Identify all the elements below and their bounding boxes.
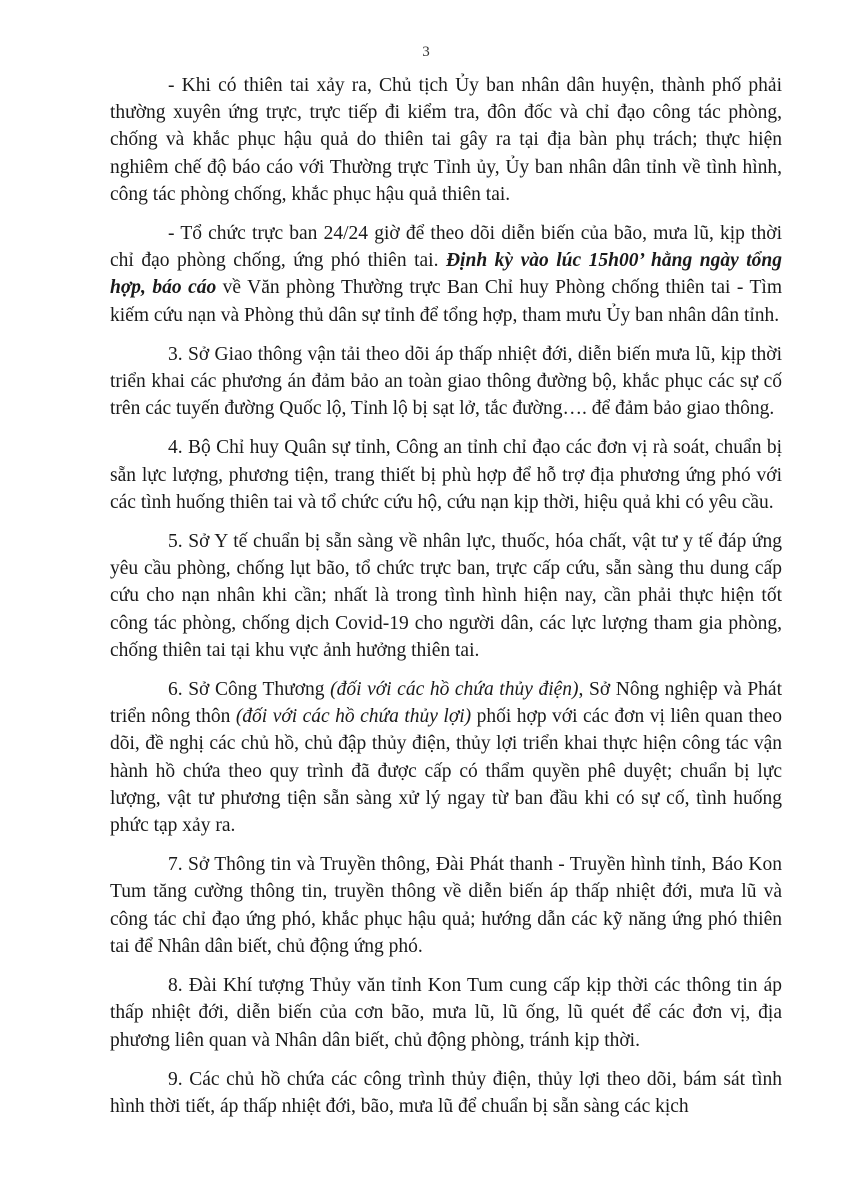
paragraph-text: , Sở Nông nghiệp và Phát triển nông thôn: [110, 679, 782, 728]
paragraph-text: 6. Sở Công Thương: [168, 679, 331, 701]
paragraph-text: 3. Sở Giao thông vận tải theo dõi áp thấp nhiệt đới, diễn biến mưa lũ, kịp thời triển khai các phương án đảm bảo an toàn giao thông đường bộ, khắc phục các sự cố trên các tuyến đường Quốc lộ, Tỉnh lộ bị sạt lở, tắc đường…. để đảm bảo giao thông.: [110, 343, 782, 420]
paragraph-item-8: [110, 972, 782, 1054]
paragraph-text: phối hợp với các đơn vị liên quan theo dõi, đề nghị các chủ hồ, chủ đập thủy điện, thủy lợi triển khai thực hiện công tác vận hành hồ chứa theo quy trình đã được cấp có thẩm quyền phê duyệt; chuẩn bị lực lượng, vật tư phương tiện sẵn sàng xử lý ngay từ ban đầu khi có sự cố, tình huống phức tạp xảy ra.: [110, 706, 782, 837]
paragraph-chairman-duties: [110, 72, 782, 208]
page-number: 3: [422, 44, 430, 60]
paragraph-duty-shift: [110, 220, 782, 329]
paragraph-italic-note: (đối với các hồ chứa thủy lợi): [235, 706, 472, 728]
paragraph-item-3: [110, 341, 782, 423]
paragraph-text: về Văn phòng Thường trực Ban Chỉ huy Phòng chống thiên tai - Tìm kiếm cứu nạn và Phòng thủ dân sự tỉnh để tổng hợp, tham mưu Ủy ban nhân dân tỉnh.: [110, 277, 782, 326]
document-body: [110, 72, 782, 1132]
paragraph-text: 8. Đài Khí tượng Thủy văn tỉnh Kon Tum cung cấp kịp thời các thông tin áp thấp nhiệt đới, diễn biến của cơn bão, mưa lũ, lũ ống, lũ quét để các đơn vị, địa phương liên quan và Nhân dân biết, chủ động phòng, tránh kịp thời.: [110, 975, 782, 1051]
paragraph-text: - Khi có thiên tai xảy ra, Chủ tịch Ủy ban nhân dân huyện, thành phố phải thường xuyên ứng trực, trực tiếp đi kiểm tra, đôn đốc và chỉ đạo công tác phòng, chống và khắc phục hậu quả do thiên tai gây ra tại địa bàn phụ trách; thực hiện nghiêm chế độ báo cáo với Thường trực Tỉnh ủy, Ủy ban nhân dân tỉnh về tình hình, công tác phòng chống, khắc phục hậu quả thiên tai.: [110, 75, 782, 205]
paragraph-text: 7. Sở Thông tin và Truyền thông, Đài Phát thanh - Truyền hình tỉnh, Báo Kon Tum tăng cường thông tin, truyền thông về diễn biến áp thấp nhiệt đới, mưa lũ và công tác chỉ đạo ứng phó, khắc phục hậu quả; hướng dẫn các kỹ năng ứng phó thiên tai để Nhân dân biết, chủ động ứng phó.: [110, 854, 782, 957]
paragraph-item-9: [110, 1066, 782, 1120]
paragraph-item-5: [110, 528, 782, 664]
paragraph-text: 4. Bộ Chỉ huy Quân sự tỉnh, Công an tỉnh chỉ đạo các đơn vị rà soát, chuẩn bị sẵn lực lượng, phương tiện, trang thiết bị phù hợp để hỗ trợ địa phương ứng phó với các tình huống thiên tai và tổ chức cứu hộ, cứu nạn kịp thời, hiệu quả khi có yêu cầu.: [110, 437, 782, 513]
paragraph-text: 5. Sở Y tế chuẩn bị sẵn sàng về nhân lực, thuốc, hóa chất, vật tư y tế đáp ứng yêu cầu phòng, chống lụt bão, tổ chức trực ban, trực cấp cứu, sẵn sàng thu dung cấp cứu cho nạn nhân khi cần; nhất là trong tình hình hiện nay, cần phải thực hiện tốt công tác phòng, chống dịch Covid-19 cho người dân, các lực lượng tham gia phòng, chống thiên tai tại khu vực ảnh hưởng thiên tai.: [110, 531, 782, 661]
paragraph-text: - Tổ chức trực ban 24/24 giờ để theo dõi diễn biến của bão, mưa lũ, kịp thời chỉ đạo phòng chống, ứng phó thiên tai.: [110, 223, 782, 272]
paragraph-italic-note: (đối với các hồ chứa thủy điện): [330, 679, 579, 701]
paragraph-emphasis: Định kỳ vào lúc 15h00’ hằng ngày tổng hợp, báo cáo: [110, 250, 783, 299]
paragraph-item-6: [110, 676, 782, 839]
paragraph-item-7: [110, 851, 782, 960]
paragraph-item-4: [110, 434, 782, 516]
paragraph-text: 9. Các chủ hồ chứa các công trình thủy điện, thủy lợi theo dõi, bám sát tình hình thời tiết, áp thấp nhiệt đới, bão, mưa lũ để chuẩn bị sẵn sàng các kịch: [110, 1068, 782, 1117]
